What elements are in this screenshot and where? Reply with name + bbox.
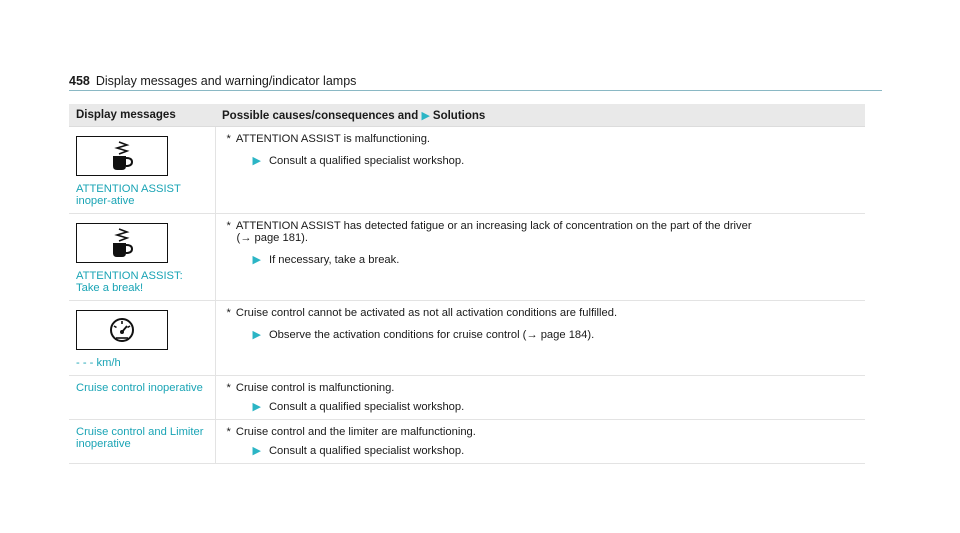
display-message-cell — [69, 214, 215, 301]
cause-text-content: Cruise control is malfunctioning. — [235, 382, 395, 394]
solution-text — [223, 400, 859, 413]
display-message-text: Cruise control inoperative — [76, 382, 203, 394]
table-header-row — [69, 104, 865, 127]
display-message-text: ATTENTION ASSIST: Take a break! — [76, 270, 183, 294]
play-icon: ▶ — [252, 254, 261, 266]
table-row — [69, 127, 865, 214]
solution-text — [223, 444, 859, 457]
cause-text — [223, 382, 859, 394]
cause-text-content: Cruise control cannot be activated as not all activation conditions are fulfilled. — [235, 307, 618, 319]
display-message-cell — [69, 420, 215, 464]
display-message-cell — [69, 127, 215, 214]
bullet-star: * — [226, 426, 231, 438]
cause-text — [223, 133, 859, 145]
solution-text-content: Observe the activation conditions for cruise control (→ page 184). — [268, 329, 595, 341]
solution-text — [223, 328, 859, 341]
display-messages-table — [69, 104, 865, 464]
cause-solution-cell — [215, 420, 865, 464]
cause-solution-cell — [215, 127, 865, 214]
col-header-causes-label: Possible causes/consequences and — [222, 109, 419, 122]
page-title: Display messages and warning/indicator lamps — [95, 74, 357, 88]
coffee-cup-icon — [76, 223, 168, 263]
solution-text-content: Consult a qualified specialist workshop. — [268, 445, 465, 457]
cause-text-content: ATTENTION ASSIST is malfunctioning. — [235, 133, 431, 145]
cause-text-content: ATTENTION ASSIST has detected fatigue or an increasing lack of concentration on the part of the driver — [235, 220, 752, 232]
page-header — [69, 74, 356, 88]
solution-text — [223, 253, 859, 266]
display-message-text: Cruise control and Limiter inoperative — [76, 426, 204, 450]
table-row — [69, 420, 865, 464]
col-header-causes — [215, 104, 865, 127]
table-row — [69, 376, 865, 420]
cause-text-content: Cruise control and the limiter are malfunctioning. — [235, 426, 476, 438]
table-row — [69, 214, 865, 301]
bullet-star: * — [226, 220, 231, 232]
display-message-text: ATTENTION ASSIST inoper-ative — [76, 183, 181, 207]
play-icon: ▶ — [252, 155, 261, 167]
cause-text — [223, 220, 859, 244]
solution-text-content: If necessary, take a break. — [268, 254, 400, 266]
play-icon: ▶ — [252, 401, 261, 413]
col-header-solutions-label: Solutions — [432, 109, 486, 122]
cause-text — [223, 426, 859, 438]
solution-text — [223, 154, 859, 167]
play-icon: ▶ — [421, 109, 430, 122]
solution-text-content: Consult a qualified specialist workshop. — [268, 401, 465, 413]
play-icon: ▶ — [252, 445, 261, 457]
cause-solution-cell — [215, 301, 865, 376]
display-message-text: - - - km/h — [76, 357, 121, 369]
play-icon: ▶ — [252, 329, 261, 341]
bullet-star: * — [226, 382, 231, 394]
page-number: 458 — [69, 74, 90, 88]
bullet-star: * — [226, 307, 231, 319]
solution-text-content: Consult a qualified specialist workshop. — [268, 155, 465, 167]
display-message-cell — [69, 376, 215, 420]
cause-solution-cell — [215, 214, 865, 301]
header-rule — [69, 90, 882, 91]
cause-solution-cell — [215, 376, 865, 420]
coffee-cup-icon — [76, 136, 168, 176]
col-header-display-messages: Display messages — [69, 104, 215, 127]
bullet-star: * — [226, 133, 231, 145]
table-row — [69, 301, 865, 376]
display-message-cell — [69, 301, 215, 376]
page-reference: (→ page 181). — [236, 232, 309, 244]
cause-text — [223, 307, 859, 319]
speedometer-icon — [76, 310, 168, 350]
